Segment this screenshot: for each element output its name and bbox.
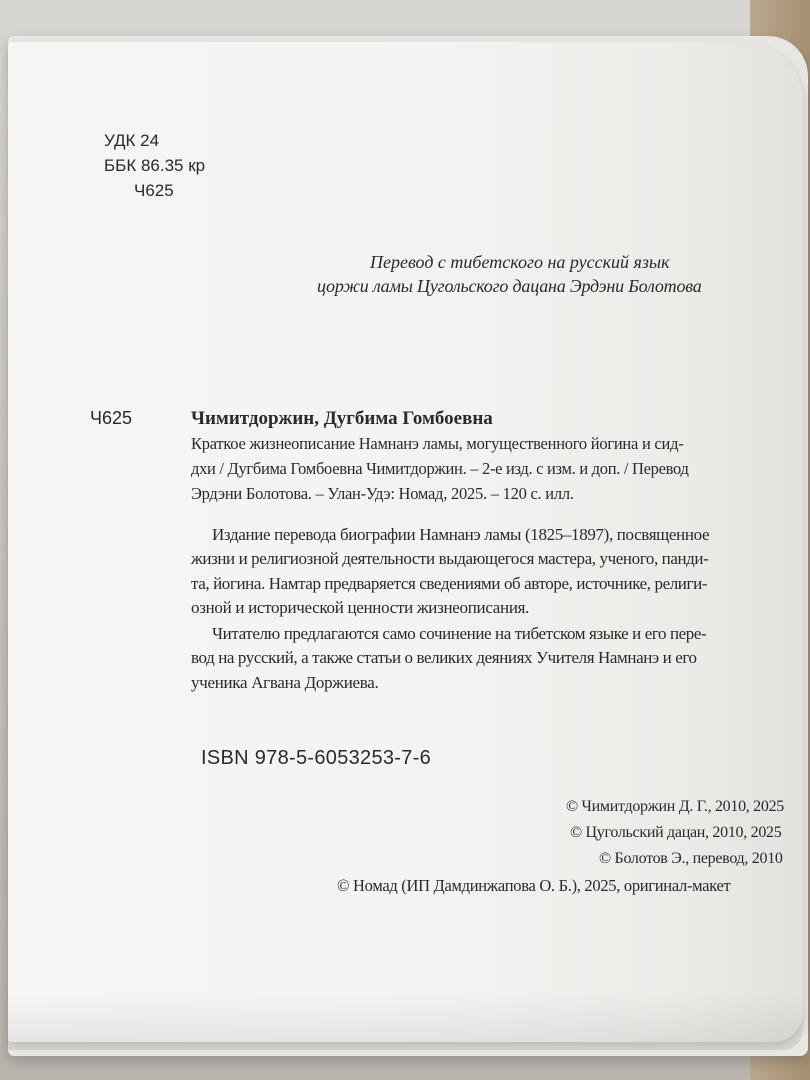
page-shadow: [8, 990, 803, 1050]
annotation-line: Издание перевода биографии Намнанэ ламы (1825–1897), посвященное: [212, 525, 710, 544]
catalog-description-line: Эрдэни Болотова. – Улан-Удэ: Номад, 2025. – 120 с. илл.: [191, 484, 574, 503]
annotation-line: та, йогина. Намтар предваряется сведениями об авторе, источнике, религи-: [191, 574, 708, 593]
annotation-line: ученика Агвана Доржиева.: [191, 673, 379, 692]
copyright-line: © Цугольский дацан, 2010, 2025: [570, 824, 782, 841]
bbk-code: ББК 86.35 кр: [104, 156, 206, 175]
copyright-line: © Чимитдоржин Д. Г., 2010, 2025: [566, 798, 784, 815]
catalog-code: Ч625: [90, 408, 133, 428]
isbn: ISBN 978-5-6053253-7-6: [201, 747, 432, 769]
copyright-line: © Номад (ИП Дамдинжапова О. Б.), 2025, оригинал-макет: [337, 876, 731, 895]
catalog-author: Чимитдоржин, Дугбима Гомбоевна: [191, 408, 493, 429]
annotation-line: вод на русский, а также статьи о великих деяниях Учителя Намнанэ и его: [191, 648, 697, 667]
translation-line-1: Перевод с тибетского на русский язык: [370, 252, 670, 272]
copyright-line: © Болотов Э., перевод, 2010: [599, 850, 783, 867]
catalog-description-line: дхи / Дугбима Гомбоевна Чимитдоржин. – 2-е изд. с изм. и доп. / Перевод: [191, 459, 689, 478]
annotation-line: озной и исторической ценности жизнеописания.: [191, 598, 530, 617]
author-mark: Ч625: [134, 181, 174, 200]
annotation-line: Читателю предлагаются само сочинение на тибетском языке и его пере-: [212, 624, 707, 643]
translation-line-2: цоржи ламы Цугольского дацана Эрдэни Болотова: [317, 276, 702, 296]
udk-code: УДК 24: [104, 131, 160, 150]
annotation-line: жизни и религиозной деятельности выдающегося мастера, ученого, панди-: [191, 549, 709, 568]
catalog-description-line: Краткое жизнеописание Намнанэ ламы, могущественного йогина и сид-: [191, 434, 684, 453]
